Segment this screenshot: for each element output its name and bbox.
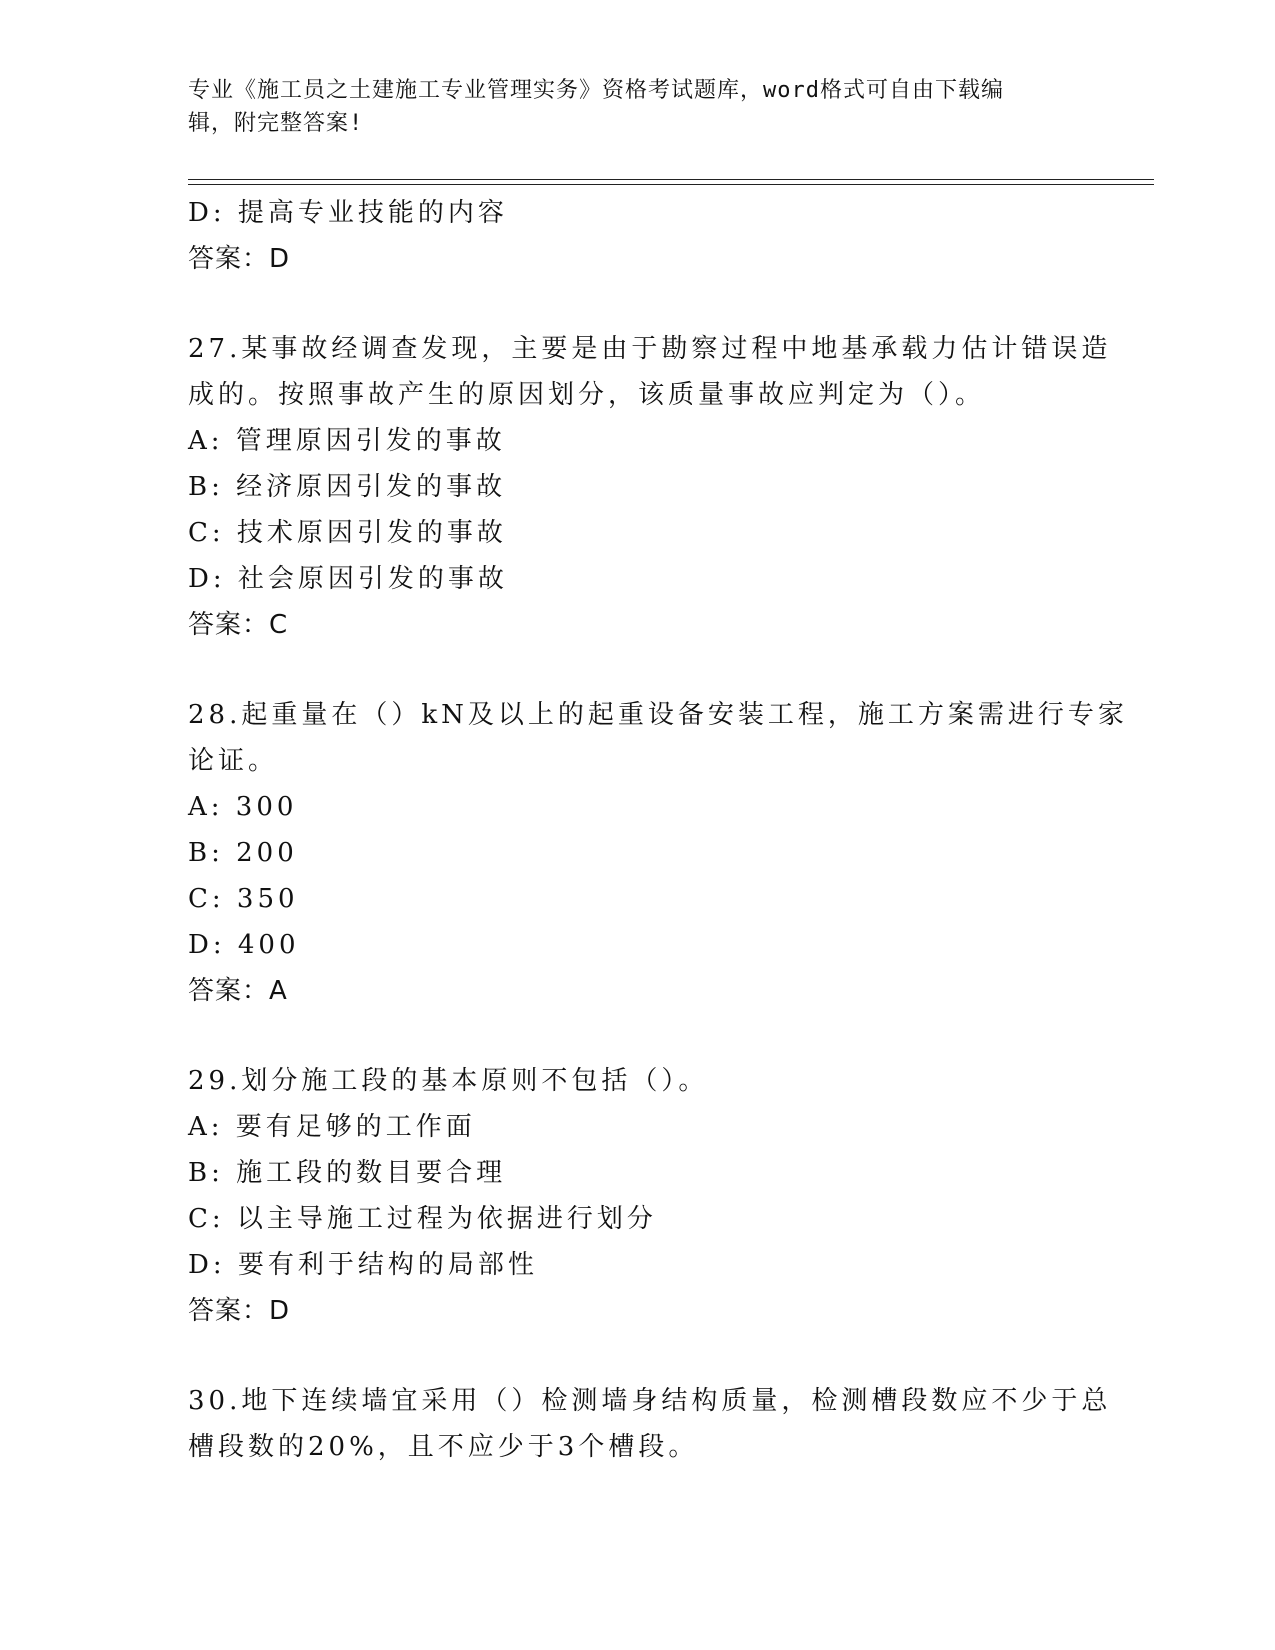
option-a: A: 300	[188, 792, 298, 822]
answer: 答案：A	[188, 976, 288, 1006]
answer: 答案：D	[188, 244, 291, 274]
question-stem: 29.划分施工段的基本原则不包括（）。	[188, 1066, 709, 1096]
question-26-tail	[188, 190, 1088, 282]
question-stem: 28.起重量在（）kN及以上的起重设备安装工程，施工方案需进行专家	[188, 700, 1128, 730]
question-list	[188, 190, 1128, 1470]
question-stem-cont: 槽段数的20%，且不应少于3个槽段。	[188, 1432, 699, 1462]
option-d: D: 社会原因引发的事故	[188, 564, 508, 594]
option-c: C: 以主导施工过程为依据进行划分	[188, 1204, 657, 1234]
question-27	[188, 326, 1112, 648]
answer: 答案：C	[188, 610, 289, 640]
question-stem: 30.地下连续墙宜采用（）检测墙身结构质量，检测槽段数应不少于总	[188, 1386, 1112, 1416]
question-29	[188, 1058, 1088, 1334]
option-d: D: 提高专业技能的内容	[188, 198, 508, 228]
question-stem-cont: 论证。	[188, 746, 279, 776]
question-30	[188, 1378, 1112, 1470]
option-c: C: 350	[188, 884, 299, 914]
question-stem-cont: 成的。按照事故产生的原因划分，该质量事故应判定为（）。	[188, 380, 986, 410]
question-stem: 27.某事故经调查发现，主要是由于勘察过程中地基承载力估计错误造	[188, 334, 1112, 364]
option-b: B: 经济原因引发的事故	[188, 472, 507, 502]
answer: 答案：D	[188, 1296, 291, 1326]
option-d: D: 要有利于结构的局部性	[188, 1250, 538, 1280]
header-line-2: 辑，附完整答案!	[188, 111, 364, 136]
header-divider-top	[188, 179, 1154, 180]
option-d: D: 400	[188, 930, 300, 960]
header-divider-bottom	[188, 184, 1154, 185]
header-line-1: 专业《施工员之土建施工专业管理实务》资格考试题库，word格式可自由下载编	[188, 78, 1004, 103]
option-b: B: 200	[188, 838, 298, 868]
option-a: A: 要有足够的工作面	[188, 1112, 476, 1142]
document-header	[188, 74, 1088, 140]
option-c: C: 技术原因引发的事故	[188, 518, 507, 548]
option-a: A: 管理原因引发的事故	[188, 426, 506, 456]
option-b: B: 施工段的数目要合理	[188, 1158, 507, 1188]
question-28	[188, 692, 1128, 1014]
